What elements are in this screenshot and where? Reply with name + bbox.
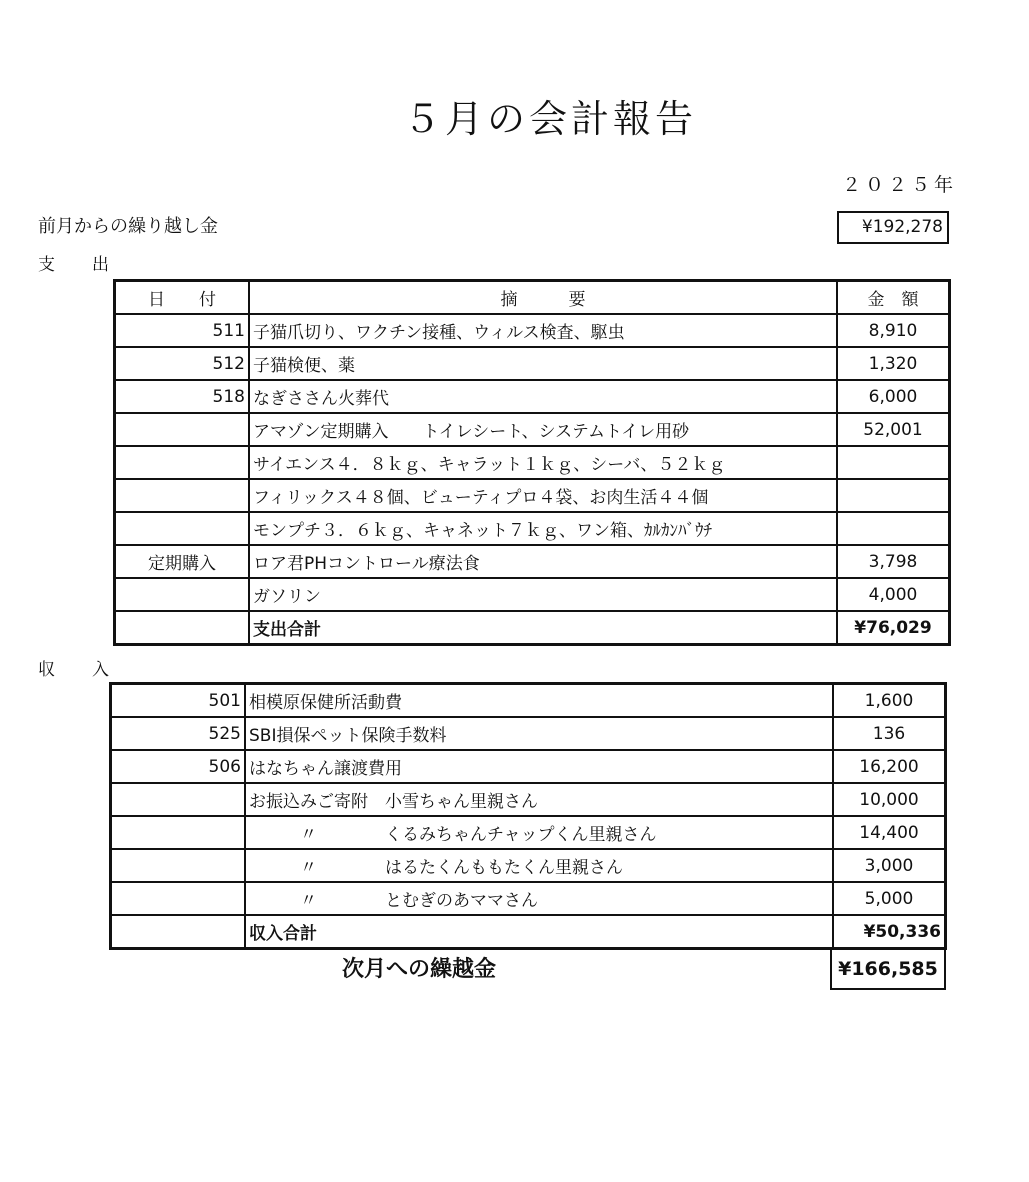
row-description: 〃 とむぎのあママさん <box>245 882 833 915</box>
total-date-cell <box>115 611 250 645</box>
row-description: アマゾン定期購入 トイレシート、システムトイレ用砂 <box>249 413 837 446</box>
row-date: 518 <box>115 380 250 413</box>
row-amount <box>837 446 950 479</box>
row-description: ガソリン <box>249 578 837 611</box>
row-amount: 136 <box>833 717 946 750</box>
header-amount: 金 額 <box>837 281 950 315</box>
header-date: 日 付 <box>115 281 250 315</box>
carryover-amount: ¥192,278 <box>837 211 949 244</box>
table-row <box>111 816 946 849</box>
income-total-row <box>111 915 946 949</box>
table-row <box>115 545 950 578</box>
row-amount: 10,000 <box>833 783 946 816</box>
table-row <box>115 380 950 413</box>
table-row <box>111 783 946 816</box>
row-date <box>115 479 250 512</box>
table-row <box>115 314 950 347</box>
row-amount: 16,200 <box>833 750 946 783</box>
income-total-amount: ¥50,336 <box>833 915 946 949</box>
row-date: 506 <box>111 750 246 783</box>
table-row <box>115 413 950 446</box>
row-description: お振込みご寄附 小雪ちゃん里親さん <box>245 783 833 816</box>
expense-total-row <box>115 611 950 645</box>
carryover-label: 前月からの繰り越し金 <box>38 216 218 237</box>
report-year: ２０２５年 <box>842 174 958 196</box>
row-description: 子猫爪切り、ワクチン接種、ウィルス検査、駆虫 <box>249 314 837 347</box>
table-row <box>111 717 946 750</box>
row-description: 〃 はるたくんももたくん里親さん <box>245 849 833 882</box>
row-description: SBI損保ペット保険手数料 <box>245 717 833 750</box>
row-description: フィリックス４８個、ビューティプロ４袋、お肉生活４４個 <box>249 479 837 512</box>
row-date: 501 <box>111 684 246 718</box>
page-title: ５月の会計報告 <box>402 97 697 141</box>
next-carryover-amount: ¥166,585 <box>830 948 946 990</box>
row-description: サイエンス４．８ｋｇ、キャラット１ｋｇ、シーバ、５２ｋｇ <box>249 446 837 479</box>
row-date <box>115 512 250 545</box>
row-description: はなちゃん譲渡費用 <box>245 750 833 783</box>
row-amount: 3,000 <box>833 849 946 882</box>
total-date-cell <box>111 915 246 949</box>
row-amount: 1,320 <box>837 347 950 380</box>
expense-total-label: 支出合計 <box>249 611 837 645</box>
table-row <box>115 347 950 380</box>
row-amount: 14,400 <box>833 816 946 849</box>
row-description: なぎささん火葬代 <box>249 380 837 413</box>
row-date <box>115 446 250 479</box>
expense-section-label: 支 出 <box>38 255 119 275</box>
row-amount: 3,798 <box>837 545 950 578</box>
expense-header-row <box>115 281 950 315</box>
table-row <box>115 446 950 479</box>
income-total-label: 収入合計 <box>245 915 833 949</box>
expense-total-amount: ¥76,029 <box>837 611 950 645</box>
table-row <box>115 512 950 545</box>
expense-table <box>113 279 951 646</box>
row-date <box>115 413 250 446</box>
table-row <box>115 479 950 512</box>
row-amount <box>837 512 950 545</box>
row-description: 子猫検便、薬 <box>249 347 837 380</box>
header-description: 摘 要 <box>249 281 837 315</box>
table-row <box>111 750 946 783</box>
table-row <box>111 684 946 718</box>
row-description: 〃 くるみちゃんチャップくん里親さん <box>245 816 833 849</box>
row-description: モンプチ３．６ｋｇ、キャネット７ｋｇ、ワン箱、ｶﾙｶﾝﾊﾞｳﾁ <box>249 512 837 545</box>
row-date: 511 <box>115 314 250 347</box>
row-description: ロア君PHコントロール療法食 <box>249 545 837 578</box>
income-table <box>109 682 947 950</box>
table-row <box>111 849 946 882</box>
next-carryover-label: 次月への繰越金 <box>342 957 497 982</box>
income-section-label: 収 入 <box>38 660 119 680</box>
row-date: 512 <box>115 347 250 380</box>
row-date <box>115 578 250 611</box>
row-amount: 6,000 <box>837 380 950 413</box>
row-amount: 5,000 <box>833 882 946 915</box>
row-date <box>111 816 246 849</box>
row-date: 525 <box>111 717 246 750</box>
table-row <box>111 882 946 915</box>
row-date: 定期購入 <box>115 545 250 578</box>
row-amount: 4,000 <box>837 578 950 611</box>
row-date <box>111 783 246 816</box>
row-description: 相模原保健所活動費 <box>245 684 833 718</box>
row-amount <box>837 479 950 512</box>
row-amount: 52,001 <box>837 413 950 446</box>
table-row <box>115 578 950 611</box>
row-date <box>111 849 246 882</box>
row-date <box>111 882 246 915</box>
row-amount: 8,910 <box>837 314 950 347</box>
row-amount: 1,600 <box>833 684 946 718</box>
